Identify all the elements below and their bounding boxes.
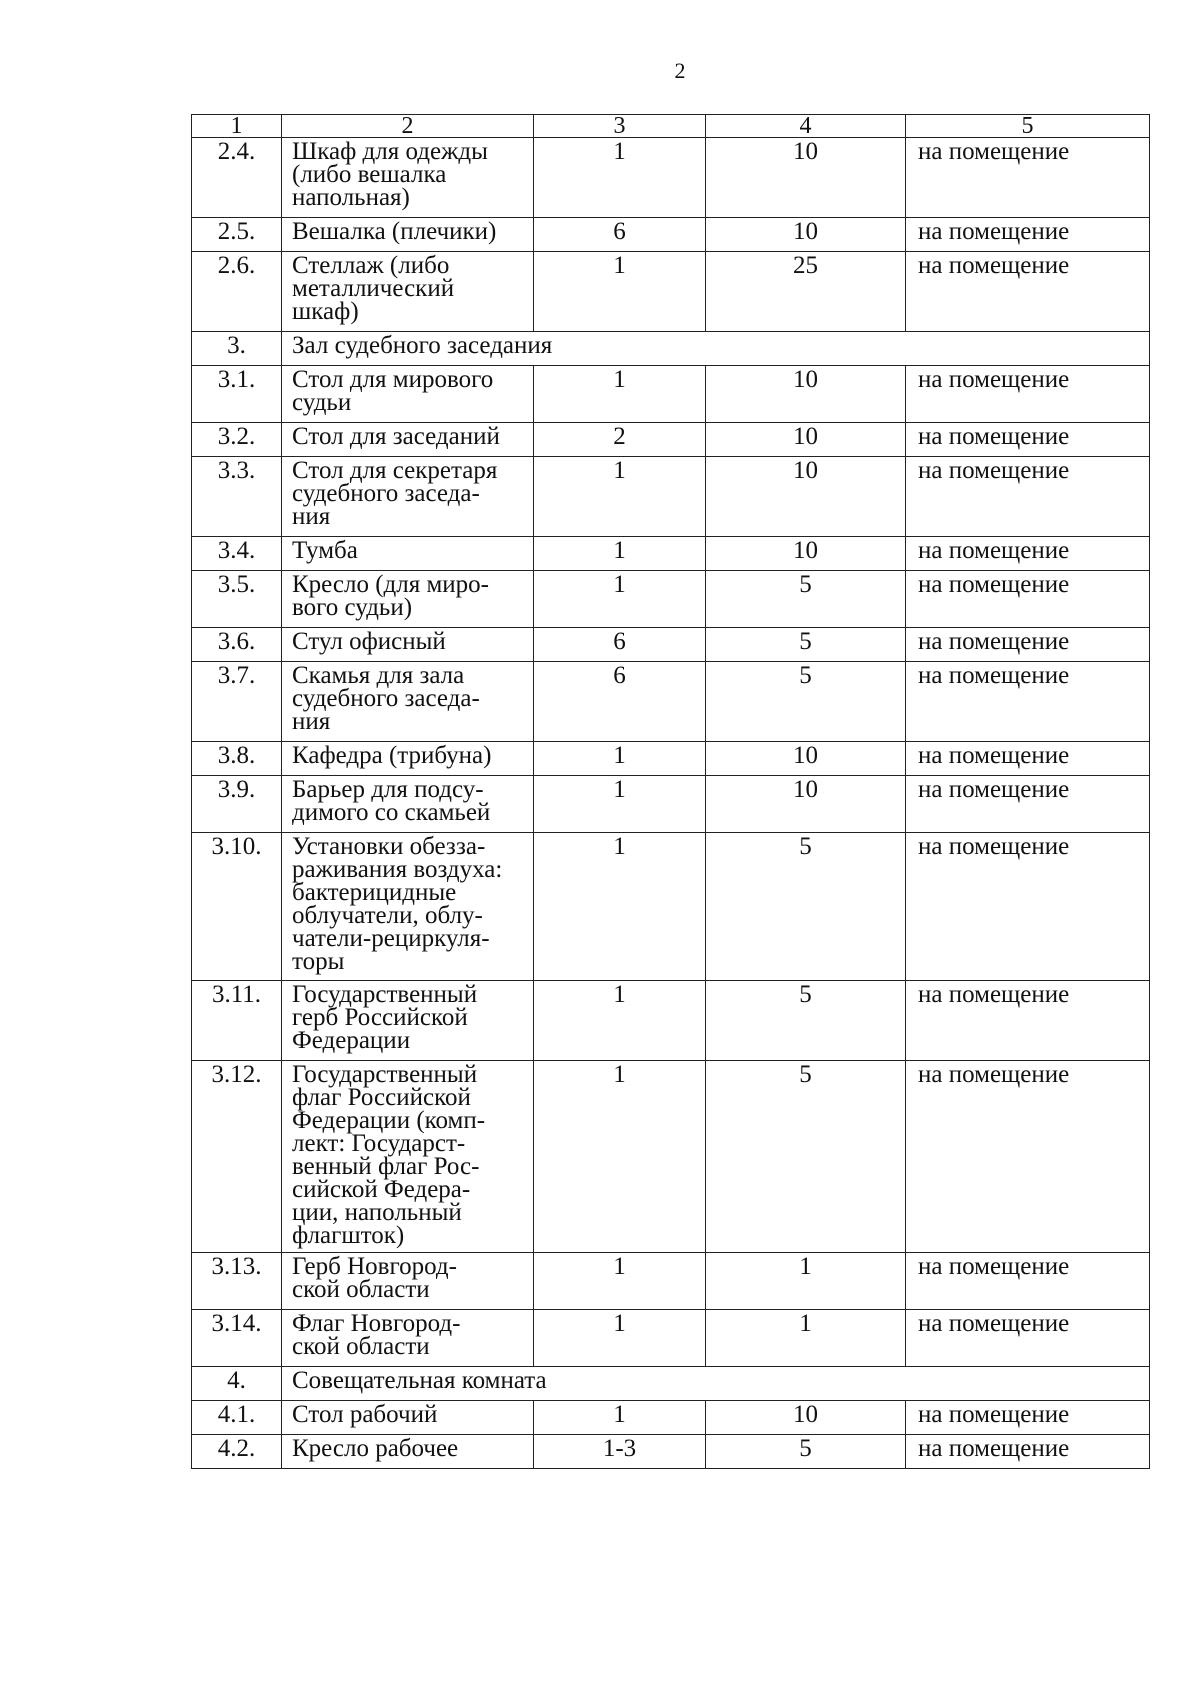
- item-number: 3.6.: [192, 628, 282, 662]
- item-service-life: 10: [706, 457, 906, 537]
- item-quantity: 1: [534, 138, 706, 218]
- item-service-life: 5: [706, 981, 906, 1061]
- item-quantity: 1: [534, 981, 706, 1061]
- item-note: на помещение: [906, 457, 1150, 537]
- item-quantity: 1: [534, 366, 706, 423]
- item-name: Кресло (для миро- вого судьи): [282, 571, 534, 628]
- item-number: 3.1.: [192, 366, 282, 423]
- item-number: 2.5.: [192, 218, 282, 252]
- item-service-life: 5: [706, 833, 906, 981]
- section-title: Зал судебного заседания: [282, 332, 1150, 366]
- item-name: Стеллаж (либо металлический шкаф): [282, 252, 534, 332]
- table-row: [192, 571, 1150, 628]
- item-name: Кафедра (трибуна): [282, 742, 534, 776]
- item-name: Шкаф для одежды (либо вешалка напольная): [282, 138, 534, 218]
- column-number-5: 5: [906, 115, 1150, 138]
- item-name: Установки обезза- раживания воздуха: бактерицидные облучатели, облу- чатели-рециркуля- торы: [282, 833, 534, 981]
- item-service-life: 5: [706, 662, 906, 742]
- item-note: на помещение: [906, 1310, 1150, 1367]
- section-title: Совещательная комната: [282, 1367, 1150, 1401]
- item-note: на помещение: [906, 423, 1150, 457]
- item-quantity: 6: [534, 662, 706, 742]
- item-service-life: 5: [706, 571, 906, 628]
- item-quantity: 1: [534, 1253, 706, 1310]
- table-row: [192, 366, 1150, 423]
- column-number-row: [192, 115, 1150, 138]
- item-service-life: 10: [706, 742, 906, 776]
- item-note: на помещение: [906, 252, 1150, 332]
- table-row: [192, 662, 1150, 742]
- item-service-life: 10: [706, 537, 906, 571]
- item-note: на помещение: [906, 628, 1150, 662]
- item-quantity: 6: [534, 628, 706, 662]
- item-service-life: 10: [706, 1401, 906, 1435]
- item-note: на помещение: [906, 571, 1150, 628]
- column-number-1: 1: [192, 115, 282, 138]
- table-row: [192, 1253, 1150, 1310]
- item-number: 3.9.: [192, 776, 282, 833]
- item-note: на помещение: [906, 366, 1150, 423]
- item-note: на помещение: [906, 662, 1150, 742]
- item-number: 3.11.: [192, 981, 282, 1061]
- item-quantity: 6: [534, 218, 706, 252]
- item-name: Государственный герб Российской Федерации: [282, 981, 534, 1061]
- item-note: на помещение: [906, 742, 1150, 776]
- table-row: [192, 138, 1150, 218]
- item-number: 3.2.: [192, 423, 282, 457]
- section-row: [192, 1367, 1150, 1401]
- item-number: 3.14.: [192, 1310, 282, 1367]
- item-name: Флаг Новгород- ской области: [282, 1310, 534, 1367]
- item-note: на помещение: [906, 1061, 1150, 1253]
- item-quantity: 1: [534, 1401, 706, 1435]
- item-quantity: 1: [534, 457, 706, 537]
- table-row: [192, 1435, 1150, 1469]
- item-note: на помещение: [906, 776, 1150, 833]
- item-service-life: 10: [706, 138, 906, 218]
- item-name: Вешалка (плечики): [282, 218, 534, 252]
- table-row: [192, 1401, 1150, 1435]
- item-note: на помещение: [906, 138, 1150, 218]
- table-row: [192, 218, 1150, 252]
- item-name: Государственный флаг Российской Федерации (комп- лект: Государст- венный флаг Рос- сийской Федера- ции, напольный флагшток): [282, 1061, 534, 1253]
- item-note: на помещение: [906, 218, 1150, 252]
- table-row: [192, 1061, 1150, 1253]
- column-number-3: 3: [534, 115, 706, 138]
- item-number: 3.7.: [192, 662, 282, 742]
- item-service-life: 10: [706, 366, 906, 423]
- item-name: Герб Новгород- ской области: [282, 1253, 534, 1310]
- table-row: [192, 981, 1150, 1061]
- item-note: на помещение: [906, 1401, 1150, 1435]
- item-quantity: 1: [534, 252, 706, 332]
- item-number: 2.4.: [192, 138, 282, 218]
- item-name: Кресло рабочее: [282, 1435, 534, 1469]
- item-service-life: 5: [706, 628, 906, 662]
- item-name: Скамья для зала судебного заседа- ния: [282, 662, 534, 742]
- item-service-life: 10: [706, 218, 906, 252]
- table-row: [192, 423, 1150, 457]
- item-service-life: 1: [706, 1310, 906, 1367]
- table-row: [192, 1310, 1150, 1367]
- item-number: 3.10.: [192, 833, 282, 981]
- item-number: 4.1.: [192, 1401, 282, 1435]
- section-row: [192, 332, 1150, 366]
- item-note: на помещение: [906, 981, 1150, 1061]
- equipment-table: [191, 114, 1150, 1469]
- item-note: на помещение: [906, 833, 1150, 981]
- item-quantity: 1: [534, 833, 706, 981]
- item-name: Стул офисный: [282, 628, 534, 662]
- table-row: [192, 537, 1150, 571]
- item-quantity: 1: [534, 571, 706, 628]
- column-number-2: 2: [282, 115, 534, 138]
- item-note: на помещение: [906, 1253, 1150, 1310]
- item-note: на помещение: [906, 537, 1150, 571]
- section-number: 4.: [192, 1367, 282, 1401]
- table-row: [192, 776, 1150, 833]
- item-name: Тумба: [282, 537, 534, 571]
- item-name: Барьер для подсу- димого со скамьей: [282, 776, 534, 833]
- table-row: [192, 252, 1150, 332]
- item-number: 2.6.: [192, 252, 282, 332]
- page-number: 2: [674, 58, 686, 83]
- table-row: [192, 628, 1150, 662]
- item-name: Стол для секретаря судебного заседа- ния: [282, 457, 534, 537]
- equipment-table-body: [192, 115, 1150, 1469]
- item-name: Стол для мирового судьи: [282, 366, 534, 423]
- column-number-4: 4: [706, 115, 906, 138]
- item-service-life: 5: [706, 1061, 906, 1253]
- item-number: 3.13.: [192, 1253, 282, 1310]
- section-number: 3.: [192, 332, 282, 366]
- table-row: [192, 833, 1150, 981]
- item-name: Стол рабочий: [282, 1401, 534, 1435]
- item-quantity: 1-3: [534, 1435, 706, 1469]
- item-name: Стол для заседаний: [282, 423, 534, 457]
- item-service-life: 5: [706, 1435, 906, 1469]
- item-number: 3.12.: [192, 1061, 282, 1253]
- table-row: [192, 742, 1150, 776]
- item-quantity: 1: [534, 537, 706, 571]
- item-quantity: 1: [534, 742, 706, 776]
- item-number: 3.3.: [192, 457, 282, 537]
- item-service-life: 1: [706, 1253, 906, 1310]
- item-note: на помещение: [906, 1435, 1150, 1469]
- item-service-life: 10: [706, 776, 906, 833]
- item-number: 3.4.: [192, 537, 282, 571]
- item-quantity: 1: [534, 1061, 706, 1253]
- item-service-life: 25: [706, 252, 906, 332]
- item-number: 3.8.: [192, 742, 282, 776]
- item-number: 3.5.: [192, 571, 282, 628]
- item-quantity: 1: [534, 776, 706, 833]
- item-quantity: 1: [534, 1310, 706, 1367]
- item-service-life: 10: [706, 423, 906, 457]
- item-quantity: 2: [534, 423, 706, 457]
- item-number: 4.2.: [192, 1435, 282, 1469]
- table-row: [192, 457, 1150, 537]
